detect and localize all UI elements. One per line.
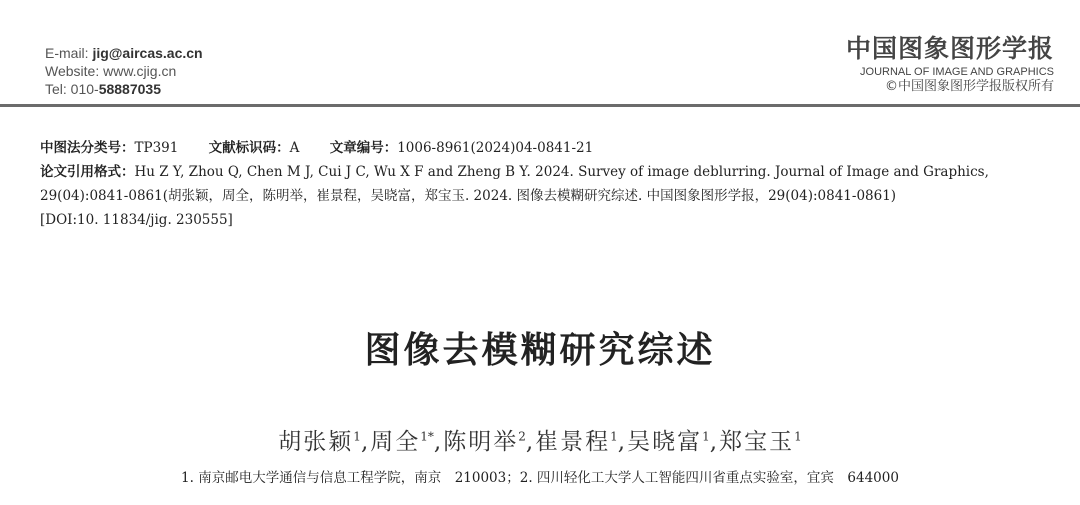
- citation-line-1: 论文引用格式：Hu Z Y, Zhou Q, Chen M J, Cui J C, Wu X F and Zheng B Y. 2024. Survey of image deblurring. Journal of Image and Graphics,: [40, 164, 989, 180]
- author-separator: ,: [617, 429, 628, 455]
- author-name: 周全: [370, 429, 421, 455]
- author-list: [0, 423, 1080, 456]
- tel-line: Tel: 010-58887035: [45, 81, 161, 97]
- email-line: E-mail: jig@aircas.ac.cn: [45, 45, 203, 61]
- clc-value: TP391: [134, 140, 179, 156]
- author-affiliation-marker: 2: [518, 429, 526, 444]
- author-affiliation-marker: 1: [702, 429, 710, 444]
- doi-line[interactable]: [DOI:10. 11834/jig. 230555]: [40, 212, 233, 228]
- author-separator: ,: [525, 429, 536, 455]
- affiliations: 1. 南京邮电大学通信与信息工程学院，南京 210003；2. 四川轻化工大学人工智能四川省重点实验室，宜宾 644000: [181, 470, 899, 486]
- article-metadata: [40, 136, 1060, 232]
- paper-title: 图像去模糊研究综述: [364, 330, 716, 371]
- website-line: Website: www.cjig.cn: [45, 63, 177, 79]
- author-separator: ,: [433, 429, 444, 455]
- tel-number: 58887035: [98, 81, 161, 97]
- author-name: 崔景程: [535, 429, 611, 455]
- citation-line-2: 29(04):0841-0861(胡张颖，周全，陈明举，崔景程，吴晓富，郑宝玉. 2024. 图像去模糊研究综述. 中国图象图形学报，29(04):0841-0861): [40, 188, 897, 204]
- author-name: 陈明举: [443, 429, 519, 455]
- author-name: 郑宝玉: [719, 429, 795, 455]
- email-link[interactable]: jig@aircas.ac.cn: [92, 45, 203, 61]
- author-affiliation-marker: 1: [610, 429, 618, 444]
- journal-contact-block: [45, 44, 203, 98]
- article-number-value: 1006-8961(2024)04-0841-21: [397, 140, 594, 156]
- author-separator: ,: [709, 429, 720, 455]
- journal-masthead: [846, 34, 1054, 95]
- author-name: 胡张颖: [278, 429, 354, 455]
- author-affiliation-marker: 1*: [420, 429, 434, 444]
- author-affiliation-marker: 1: [794, 429, 802, 444]
- author-separator: ,: [360, 429, 371, 455]
- doc-code-value: A: [289, 140, 300, 156]
- website-link[interactable]: www.cjig.cn: [103, 63, 177, 79]
- journal-title-cn: 中国图象图形学报: [845, 34, 1054, 63]
- journal-title-en: JOURNAL OF IMAGE AND GRAPHICS: [860, 66, 1054, 78]
- author-name: 吴晓富: [627, 429, 703, 455]
- header-divider: [0, 104, 1080, 107]
- author-affiliation-marker: 1: [353, 429, 361, 444]
- classification-line: 中图法分类号：TP391 文献标识码：A 文章编号：1006-8961(2024)04-0841-21: [40, 140, 594, 156]
- copyright-notice: ©中国图象图形学报版权所有: [884, 79, 1054, 94]
